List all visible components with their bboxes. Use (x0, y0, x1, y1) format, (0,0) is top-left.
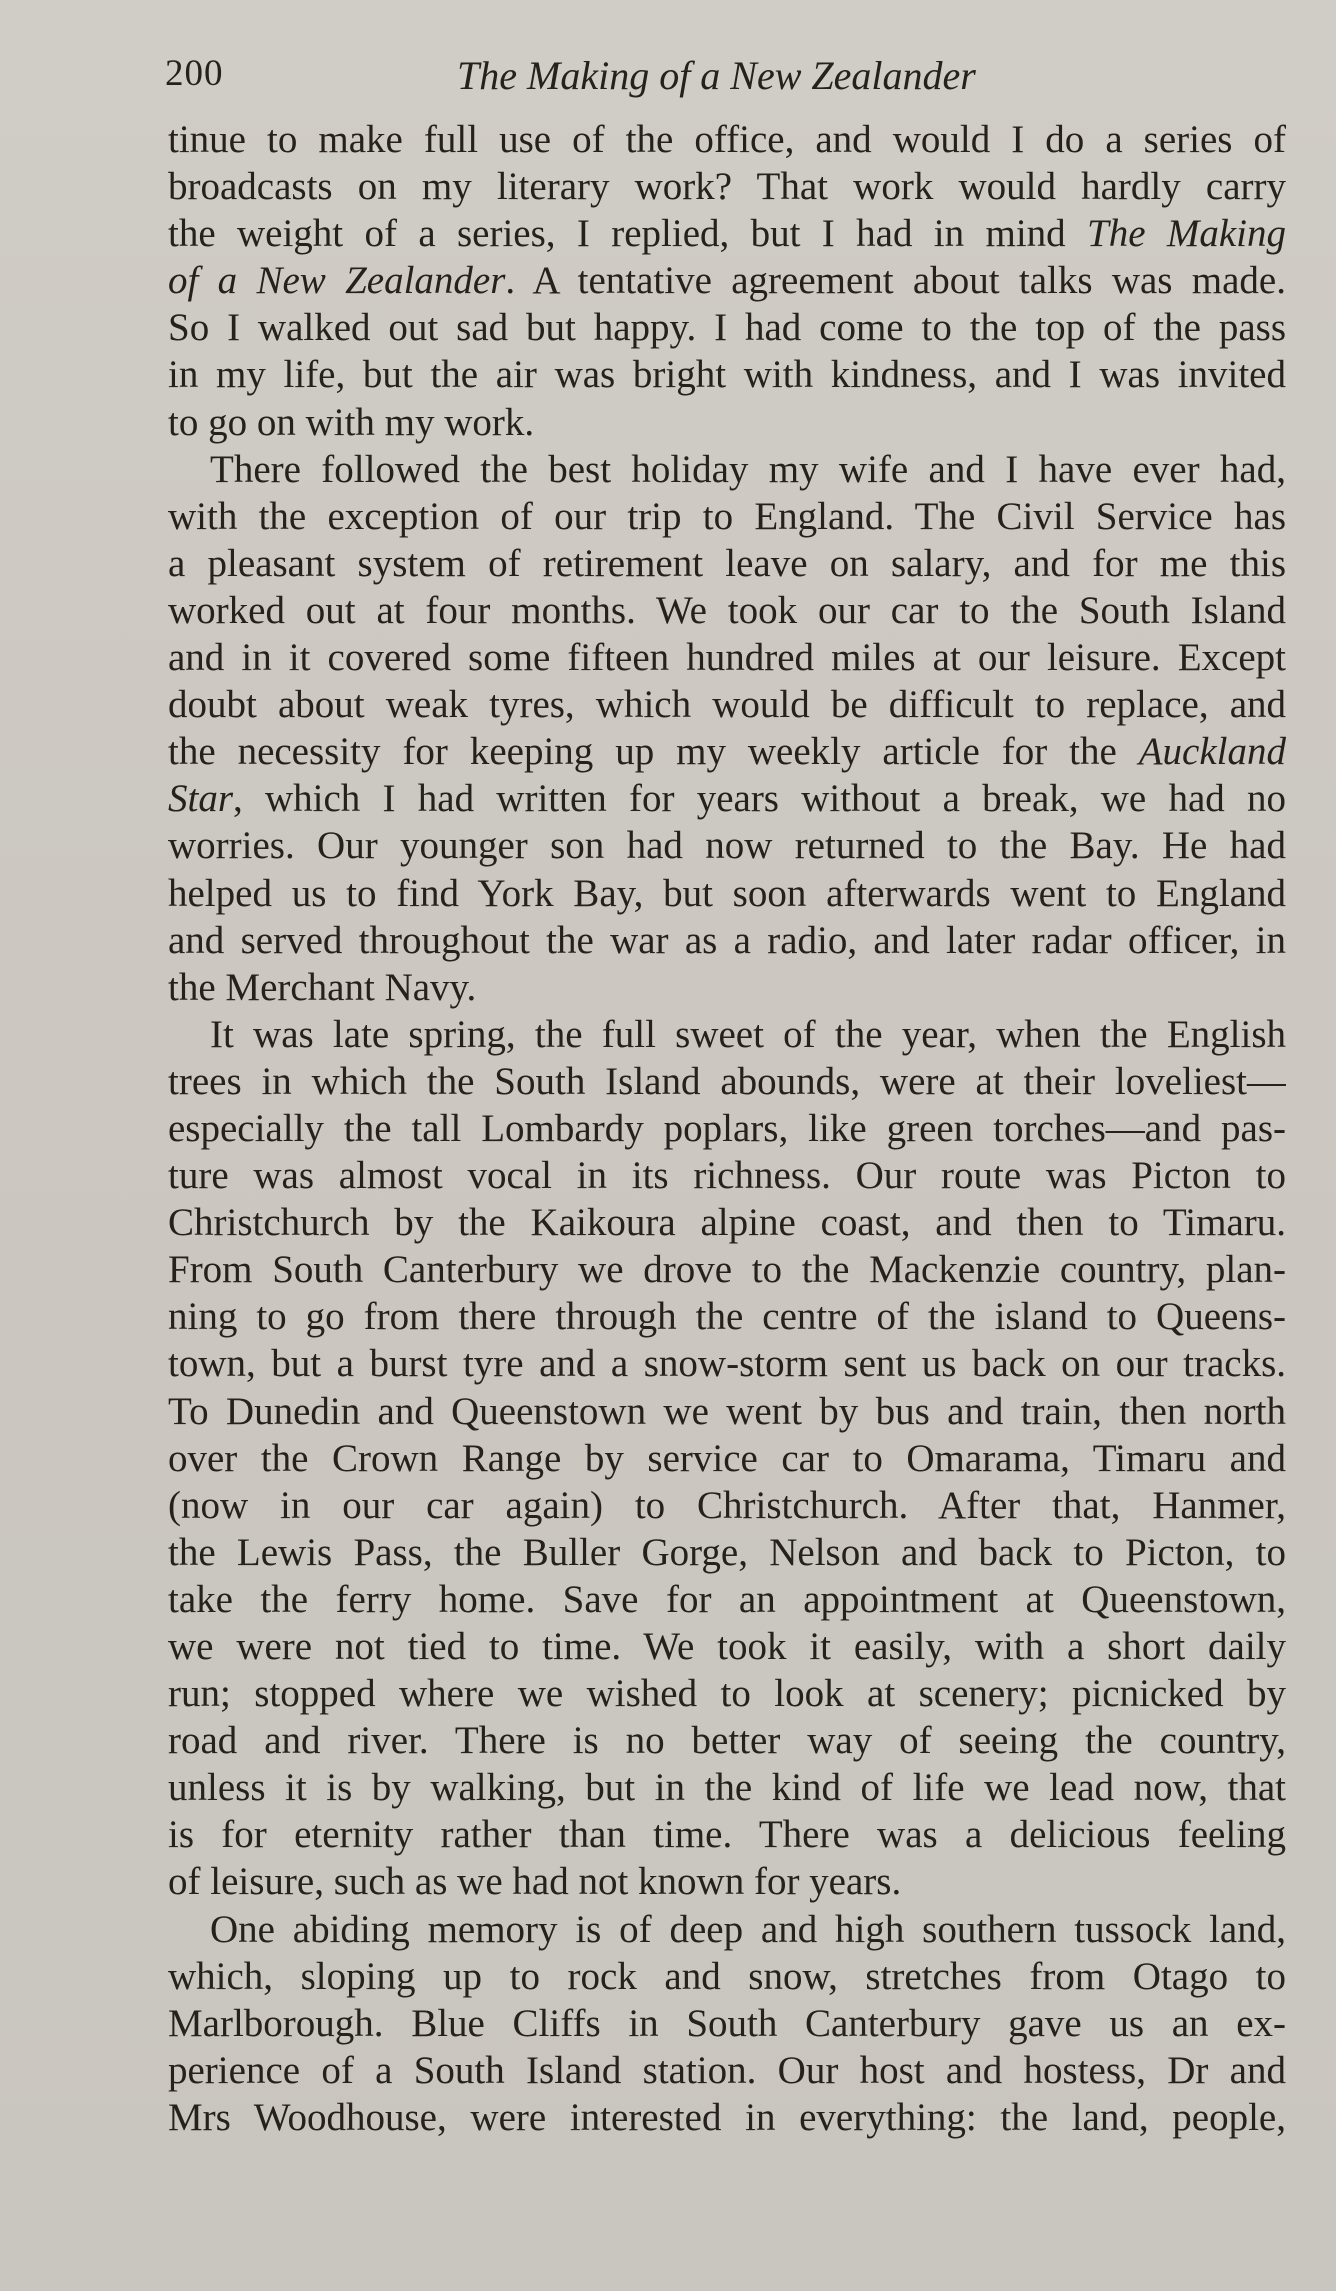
text-line: especially the tall Lombardy poplars, like green torches—and pas- (168, 1106, 1286, 1150)
running-head (165, 52, 1295, 102)
line-text: the necessity for keeping up my weekly article for the (168, 730, 1139, 774)
text-line: doubt about weak tyres, which would be difficult to replace, and (168, 683, 1286, 727)
text-line: There followed the best holiday my wife and I have ever had, (210, 447, 1286, 491)
text-line: Marlborough. Blue Cliffs in South Canterbury gave us an ex- (168, 2001, 1286, 2045)
text-line: we were not tied to time. We took it easily, with a short daily (168, 1625, 1286, 1668)
line-text: the weight of a series, I replied, but I had in mind (168, 212, 1088, 256)
running-title: The Making of a New Zealander (457, 53, 976, 98)
italic-title-text: Star (168, 777, 234, 821)
text-line: with the exception of our trip to England. The Civil Service has (168, 494, 1286, 538)
text-line: unless it is by walking, but in the kind of life we lead now, that (168, 1766, 1286, 1810)
text-line: is for eternity rather than time. There was a delicious feeling (168, 1813, 1286, 1857)
text-line (168, 775, 1286, 822)
text-line (168, 728, 1286, 775)
text-line: run; stopped where we wished to look at scenery; picnicked by (168, 1672, 1286, 1716)
page-number: 200 (165, 53, 224, 94)
text-line: From South Canterbury we drove to the Mackenzie country, plan- (168, 1248, 1286, 1292)
text-line: perience of a South Island station. Our host and hostess, Dr and (168, 2048, 1286, 2092)
text-line: in my life, but the air was bright with kindness, and I was invited (168, 353, 1286, 397)
text-line: to go on with my work. (168, 400, 535, 444)
text-line: the Merchant Navy. (168, 965, 477, 1009)
text-line: (now in our car again) to Christchurch. After that, Hanmer, (168, 1483, 1286, 1527)
text-line: the Lewis Pass, the Buller Gorge, Nelson and back to Picton, to (168, 1530, 1286, 1574)
text-line: Mrs Woodhouse, were interested in everything: the land, people, (168, 2095, 1286, 2139)
text-line: of leisure, such as we had not known for years. (168, 1860, 902, 1904)
line-text: . A tentative agreement about talks was made. (505, 259, 1286, 303)
text-line: Christchurch by the Kaikoura alpine coast, and then to Timaru. (168, 1201, 1286, 1245)
text-line: To Dunedin and Queenstown we went by bus and train, then north (168, 1389, 1286, 1433)
text-line: helped us to find York Bay, but soon afterwards went to England (168, 871, 1286, 915)
text-line: road and river. There is no better way of seeing the country, (168, 1719, 1286, 1763)
text-line: and served throughout the war as a radio, and later radar officer, in (168, 918, 1286, 962)
text-line: trees in which the South Island abounds, were at their loveliest— (168, 1059, 1286, 1103)
text-line: So I walked out sad but happy. I had come to the top of the pass (168, 306, 1286, 350)
text-line: and in it covered some fifteen hundred miles at our leisure. Except (168, 636, 1286, 680)
text-line: which, sloping up to rock and snow, stretches from Otago to (168, 1954, 1286, 1998)
line-text: , which I had written for years without a break, we had no (233, 777, 1286, 821)
text-line: ture was almost vocal in its richness. Our route was Picton to (168, 1154, 1286, 1198)
text-line (168, 210, 1286, 257)
text-line (168, 257, 1286, 304)
text-line: take the ferry home. Save for an appointment at Queenstown, (168, 1577, 1286, 1621)
text-line: town, but a burst tyre and a snow-storm sent us back on our tracks. (168, 1342, 1286, 1386)
body-text (168, 116, 1286, 2141)
italic-title-text: of a New Zealander (168, 259, 506, 303)
text-line: over the Crown Range by service car to Omarama, Timaru and (168, 1436, 1286, 1480)
italic-title-text: Auckland (1138, 730, 1286, 774)
text-line: broadcasts on my literary work? That work would hardly carry (168, 165, 1286, 209)
text-line: worked out at four months. We took our car to the South Island (168, 588, 1286, 632)
text-line: ning to go from there through the centre of the island to Queens- (168, 1295, 1286, 1339)
italic-title-text: The Making (1087, 212, 1286, 256)
text-line: One abiding memory is of deep and high southern tussock land, (210, 1907, 1286, 1951)
text-line: tinue to make full use of the office, and would I do a series of (168, 118, 1286, 161)
text-line: worries. Our younger son had now returned to the Bay. He had (168, 824, 1286, 868)
text-line: It was late spring, the full sweet of the year, when the English (210, 1012, 1286, 1056)
text-line: a pleasant system of retirement leave on salary, and for me this (168, 541, 1286, 585)
